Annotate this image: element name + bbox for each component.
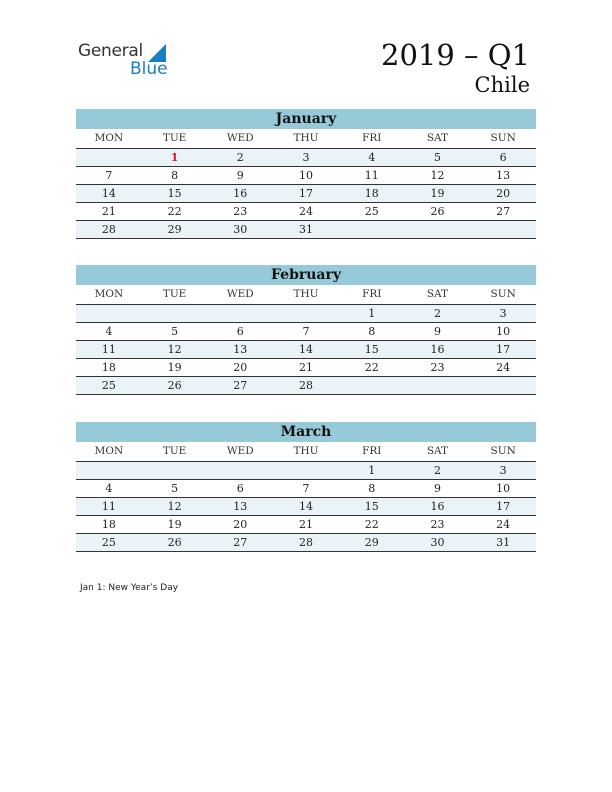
day-cell: 1 (170, 151, 179, 164)
day-cell: 31 (299, 223, 314, 236)
weekday-label: SUN (490, 445, 516, 457)
day-cell: 28 (299, 536, 314, 549)
day-cell: 18 (101, 518, 116, 531)
day-cell: 14 (101, 187, 116, 200)
day-cell: 26 (167, 536, 182, 549)
week-row (76, 221, 536, 239)
weekday-label: SUN (490, 132, 516, 144)
weekday-label: MON (94, 288, 124, 300)
day-cell: 23 (233, 205, 248, 218)
day-cell (207, 305, 273, 322)
day-cell: 30 (430, 536, 445, 549)
day-cell: 27 (233, 379, 248, 392)
month-header: January (76, 109, 536, 129)
day-cell: 4 (368, 151, 376, 164)
weekday-label: THU (293, 132, 319, 144)
day-cell: 27 (496, 205, 511, 218)
day-cell: 11 (101, 500, 116, 513)
weekday-label: WED (226, 445, 254, 457)
day-cell: 17 (299, 187, 314, 200)
logo-triangle-icon (148, 44, 166, 62)
month-header: February (76, 265, 536, 285)
day-cell: 8 (368, 325, 376, 338)
day-cell: 27 (233, 536, 248, 549)
day-cell: 21 (101, 205, 116, 218)
day-cell: 14 (299, 343, 314, 356)
day-cell: 23 (430, 361, 445, 374)
day-cell: 22 (364, 361, 379, 374)
day-cell: 15 (364, 343, 379, 356)
day-cell (76, 462, 142, 479)
day-cell: 16 (233, 187, 248, 200)
day-cell: 17 (496, 343, 511, 356)
weekday-row (76, 129, 536, 149)
day-cell: 19 (167, 518, 182, 531)
day-cell: 2 (236, 151, 244, 164)
weekday-label: MON (94, 132, 124, 144)
day-cell: 7 (302, 482, 310, 495)
page-title: 2019 – Q1 (381, 38, 530, 72)
weekday-label: SAT (426, 132, 449, 144)
day-cell: 13 (233, 500, 248, 513)
week-row (76, 305, 536, 323)
day-cell: 12 (167, 343, 182, 356)
day-cell: 4 (105, 325, 113, 338)
day-cell: 22 (167, 205, 182, 218)
week-row (76, 462, 536, 480)
holiday-notes (80, 583, 178, 593)
day-cell (76, 305, 142, 322)
weekday-label: WED (226, 132, 254, 144)
day-cell (470, 221, 536, 238)
weekday-row (76, 442, 536, 462)
day-cell (339, 221, 405, 238)
day-cell (273, 305, 339, 322)
week-row (76, 480, 536, 498)
weekday-label: FRI (362, 288, 382, 300)
day-cell: 18 (101, 361, 116, 374)
week-row (76, 149, 536, 167)
day-cell: 24 (496, 361, 511, 374)
day-cell: 26 (167, 379, 182, 392)
weekday-label: THU (293, 445, 319, 457)
weekday-label: MON (94, 445, 124, 457)
logo (78, 42, 168, 78)
day-cell (273, 462, 339, 479)
day-cell: 23 (430, 518, 445, 531)
weekday-label: SAT (426, 288, 449, 300)
weekday-label: TUE (162, 445, 187, 457)
day-cell: 25 (101, 379, 116, 392)
day-cell: 9 (236, 169, 244, 182)
day-cell: 12 (167, 500, 182, 513)
day-cell: 11 (364, 169, 379, 182)
week-row (76, 377, 536, 395)
week-row (76, 341, 536, 359)
day-cell: 6 (236, 325, 244, 338)
weekday-row (76, 285, 536, 305)
day-cell: 24 (496, 518, 511, 531)
day-cell: 24 (299, 205, 314, 218)
day-cell: 8 (171, 169, 179, 182)
week-row (76, 498, 536, 516)
day-cell: 3 (499, 307, 507, 320)
day-cell: 19 (430, 187, 445, 200)
week-row (76, 359, 536, 377)
weekday-label: WED (226, 288, 254, 300)
day-cell: 1 (368, 464, 376, 477)
day-cell (207, 462, 273, 479)
week-row (76, 516, 536, 534)
day-cell: 5 (171, 325, 179, 338)
day-cell: 9 (433, 325, 441, 338)
day-cell: 15 (167, 187, 182, 200)
day-cell: 28 (101, 223, 116, 236)
day-cell: 25 (364, 205, 379, 218)
day-cell: 19 (167, 361, 182, 374)
day-cell: 3 (302, 151, 310, 164)
day-cell: 29 (364, 536, 379, 549)
day-cell: 13 (496, 169, 511, 182)
holiday-note: Jan 1: New Year’s Day (80, 583, 179, 593)
week-row (76, 534, 536, 552)
day-cell: 16 (430, 500, 445, 513)
day-cell: 1 (368, 307, 376, 320)
weekday-label: FRI (362, 132, 382, 144)
month-march (76, 422, 536, 552)
day-cell: 10 (299, 169, 314, 182)
day-cell: 29 (167, 223, 182, 236)
day-cell: 22 (364, 518, 379, 531)
day-cell: 5 (433, 151, 441, 164)
day-cell: 21 (299, 361, 314, 374)
day-cell: 28 (299, 379, 314, 392)
month-header: March (76, 422, 536, 442)
day-cell: 6 (236, 482, 244, 495)
day-cell: 15 (364, 500, 379, 513)
day-cell: 7 (302, 325, 310, 338)
day-cell: 14 (299, 500, 314, 513)
day-cell (339, 377, 405, 394)
weekday-label: THU (293, 288, 319, 300)
day-cell (142, 305, 208, 322)
day-cell: 7 (105, 169, 113, 182)
day-cell: 25 (101, 536, 116, 549)
week-row (76, 203, 536, 221)
day-cell: 26 (430, 205, 445, 218)
day-cell: 6 (499, 151, 507, 164)
day-cell (405, 377, 471, 394)
logo-blue-text: Blue (130, 59, 168, 79)
day-cell: 20 (496, 187, 511, 200)
day-cell (470, 377, 536, 394)
day-cell: 3 (499, 464, 507, 477)
day-cell: 21 (299, 518, 314, 531)
day-cell: 2 (433, 464, 441, 477)
weekday-label: SAT (426, 445, 449, 457)
country-name: Chile (474, 73, 530, 97)
day-cell: 5 (171, 482, 179, 495)
day-cell: 16 (430, 343, 445, 356)
week-row (76, 167, 536, 185)
day-cell: 30 (233, 223, 248, 236)
weekday-label: TUE (162, 132, 187, 144)
day-cell: 10 (496, 325, 511, 338)
day-cell: 12 (430, 169, 445, 182)
month-february (76, 265, 536, 395)
day-cell: 2 (433, 307, 441, 320)
day-cell: 4 (105, 482, 113, 495)
logo-general-text: General (78, 41, 143, 61)
day-cell (405, 221, 471, 238)
day-cell: 31 (496, 536, 511, 549)
day-cell: 18 (364, 187, 379, 200)
day-cell: 20 (233, 361, 248, 374)
day-cell: 11 (101, 343, 116, 356)
day-cell (142, 462, 208, 479)
week-row (76, 323, 536, 341)
day-cell: 10 (496, 482, 511, 495)
day-cell: 13 (233, 343, 248, 356)
weekday-label: SUN (490, 288, 516, 300)
day-cell (76, 149, 142, 166)
day-cell: 8 (368, 482, 376, 495)
day-cell: 20 (233, 518, 248, 531)
day-cell: 9 (433, 482, 441, 495)
month-january (76, 109, 536, 239)
weekday-label: FRI (362, 445, 382, 457)
week-row (76, 185, 536, 203)
day-cell: 17 (496, 500, 511, 513)
weekday-label: TUE (162, 288, 187, 300)
